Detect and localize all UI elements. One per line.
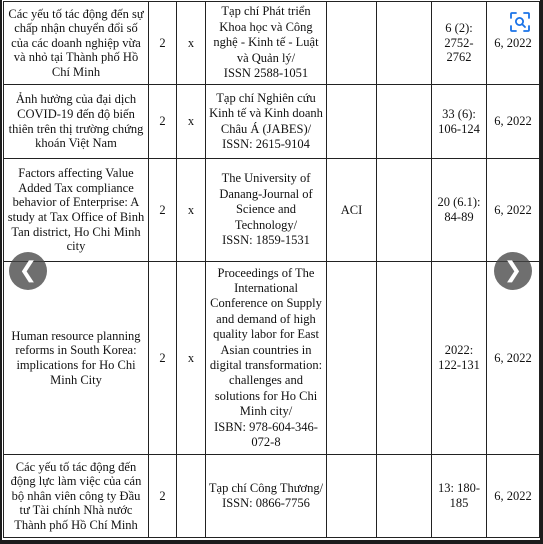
journal-issn: ISBN: 978-604-346-072-8 <box>214 419 318 450</box>
table-row <box>4 159 540 262</box>
title-cell: Các yếu tố tác động đến sự chấp nhận chuyển đổi số của các doanh nghiệp vừa và nhỏ tại Thành phố Hồ Chí Minh <box>4 2 149 85</box>
authors-cell: 2 <box>149 2 177 85</box>
extra-cell <box>377 159 432 262</box>
volume-cell: 2022: 122-131 <box>432 262 487 455</box>
journal-name: Tạp chí Công Thương/ <box>208 480 324 495</box>
role-cell: x <box>177 85 206 159</box>
index-cell <box>327 85 377 159</box>
role-cell: x <box>177 262 206 455</box>
volume-cell: 20 (6.1): 84-89 <box>432 159 487 262</box>
journal-issn: ISSN: 2615-9104 <box>222 136 310 151</box>
role-cell <box>177 455 206 538</box>
authors-cell: 2 <box>149 455 177 538</box>
index-cell <box>327 2 377 85</box>
extra-cell <box>377 455 432 538</box>
table-row <box>4 85 540 159</box>
title-cell: Các yếu tố tác động đến động lực làm việc của cán bộ nhân viên công ty Đầu tư Tài chính Nhà nước Thành phố Hồ Chí Minh <box>4 455 149 538</box>
journal-cell <box>206 159 327 262</box>
index-cell <box>327 455 377 538</box>
journal-issn: ISSN 2588-1051 <box>223 66 309 81</box>
table-row <box>4 262 540 455</box>
journal-cell <box>206 262 327 455</box>
journal-cell <box>206 2 327 85</box>
volume-cell: 13: 180-185 <box>432 455 487 538</box>
date-cell: 6, 2022 <box>487 2 540 85</box>
title-cell: Human resource planning reforms in South Korea: implications for Ho Chi Minh City <box>4 262 149 455</box>
journal-cell <box>206 455 327 538</box>
journal-issn: ISSN: 0866-7756 <box>222 496 310 510</box>
authors-cell: 2 <box>149 159 177 262</box>
journal-cell <box>206 85 327 159</box>
date-cell: 6, 2022 <box>487 85 540 159</box>
role-cell: x <box>177 2 206 85</box>
extra-cell <box>377 2 432 85</box>
date-cell: 6, 2022 <box>487 455 540 538</box>
volume-cell: 33 (6): 106-124 <box>432 85 487 159</box>
previous-button[interactable]: ❮ <box>9 252 47 290</box>
publications-table <box>3 1 540 538</box>
journal-issn: ISSN: 1859-1531 <box>222 233 310 248</box>
authors-cell: 2 <box>149 85 177 159</box>
index-cell <box>327 262 377 455</box>
date-cell: 6, 2022 <box>487 262 540 455</box>
index-cell: ACI <box>327 159 377 262</box>
journal-name: Tạp chí Phát triển Khoa học và Công nghệ - Kinh tế - Luật và Quản lý/ <box>213 4 319 65</box>
table-row <box>4 455 540 538</box>
journal-name: Tạp chí Nghiên cứu Kinh tế và Kinh doanh Châu Á (JABES)/ <box>209 90 323 136</box>
journal-name: The University of Danang-Journal of Science and Technology/ <box>219 171 313 232</box>
extra-cell <box>377 262 432 455</box>
journal-name: Proceedings of The International Conference on Supply and demand of high quality labor for East Asian countries in digital transformation: challenges and solutions for Ho Chi Minh city/ <box>209 265 323 419</box>
title-cell: Factors affecting Value Added Tax compliance behavior of Enterprise: A study at Tax Office of Binh Tan district, Ho Chi Minh city <box>4 159 149 262</box>
next-button[interactable]: ❯ <box>494 252 532 290</box>
table-row <box>4 2 540 85</box>
document-viewer <box>2 0 540 540</box>
date-cell: 6, 2022 <box>487 159 540 262</box>
extra-cell <box>377 85 432 159</box>
authors-cell: 2 <box>149 262 177 455</box>
zoom-scan-icon[interactable] <box>509 11 531 33</box>
title-cell: Ảnh hưởng của đại dịch COVID-19 đến độ biến thiên trên thị trường chứng khoán Việt Nam <box>4 85 149 159</box>
volume-cell: 6 (2): 2752-2762 <box>432 2 487 85</box>
role-cell: x <box>177 159 206 262</box>
